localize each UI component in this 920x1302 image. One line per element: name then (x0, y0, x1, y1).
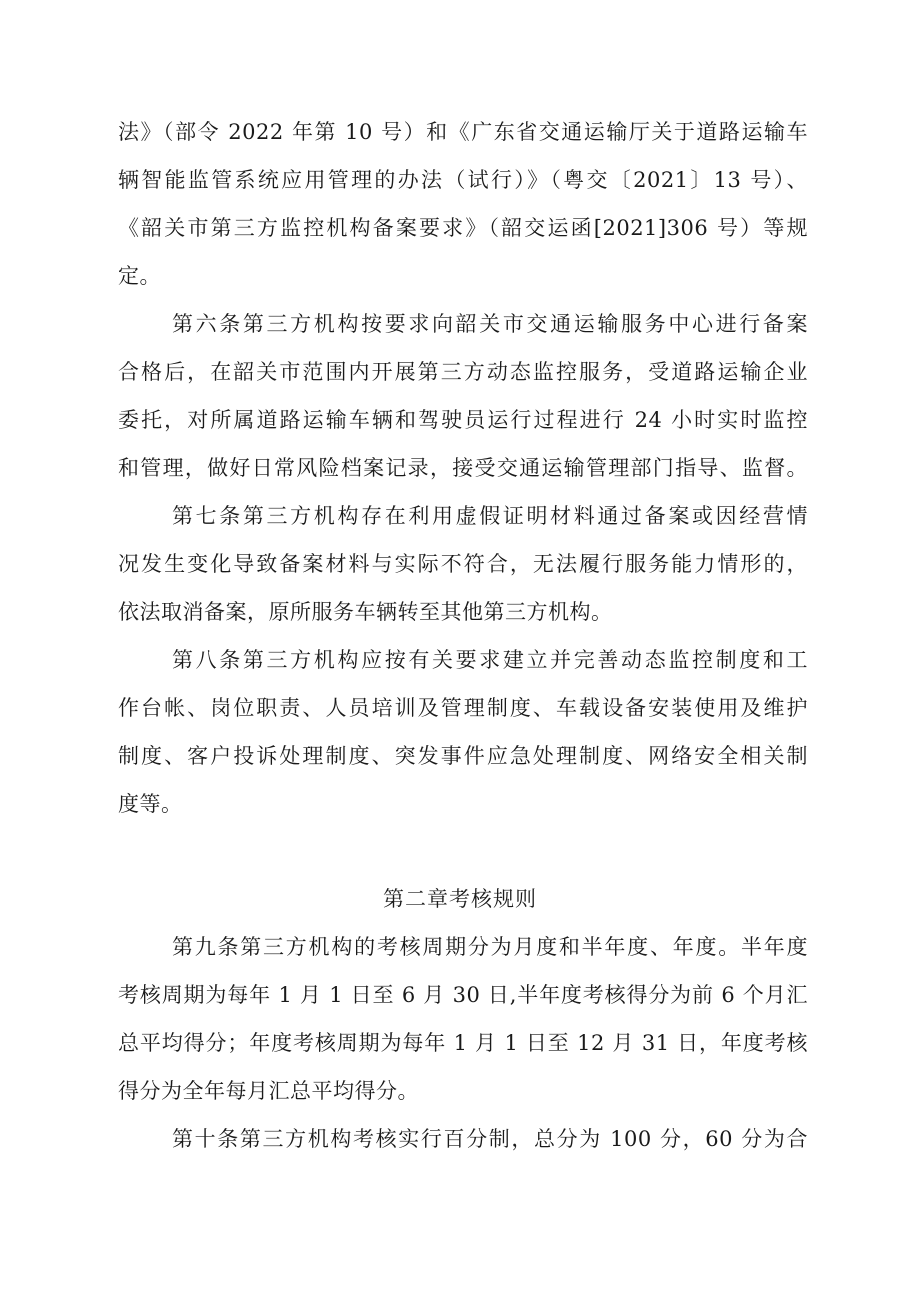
article-8-line: 度等。 (118, 792, 183, 816)
article-8-line: 制度、客户投诉处理制度、突发事件应急处理制度、网络安全相关制 (118, 744, 808, 768)
article-9-line: 得分为全年每月汇总平均得分。 (118, 1079, 419, 1103)
article-8-line: 作台帐、岗位职责、人员培训及管理制度、车载设备安装使用及维护 (118, 696, 808, 720)
article-6-line: 合格后，在韶关市范围内开展第三方动态监控服务，受道路运输企业 (118, 360, 808, 384)
article-6-line: 委托，对所属道路运输车辆和驾驶员运行过程进行 24 小时实时监控 (118, 408, 808, 432)
article-9-line: 总平均得分；年度考核周期为每年 1 月 1 日至 12 月 31 日，年度考核 (118, 1031, 808, 1055)
text-line: 《韶关市第三方监控机构备案要求》（韶交运函[2021]306 号）等规 (118, 216, 808, 240)
chapter-heading: 第二章考核规则 (383, 887, 537, 911)
article-6-line: 和管理，做好日常风险档案记录，接受交通运输管理部门指导、监督。 (118, 456, 808, 480)
article-7-line: 第七条第三方机构存在利用虚假证明材料通过备案或因经营情 (172, 504, 808, 528)
text-line: 法》（部令 2022 年第 10 号）和《广东省交通运输厅关于道路运输车 (118, 120, 808, 144)
article-9-line: 第九条第三方机构的考核周期分为月度和半年度、年度。半年度 (172, 935, 808, 959)
text-line: 辆智能监管系统应用管理的办法（试行）》（粤交〔2021〕13 号）、 (118, 168, 808, 192)
article-6-line: 第六条第三方机构按要求向韶关市交通运输服务中心进行备案 (172, 312, 808, 336)
article-7-line: 况发生变化导致备案材料与实际不符合，无法履行服务能力情形的， (118, 552, 808, 576)
article-9-line: 考核周期为每年 1 月 1 日至 6 月 30 日,半年度考核得分为前 6 个月汇 (118, 983, 808, 1007)
text-line: 定。 (118, 264, 161, 288)
article-10-line: 第十条第三方机构考核实行百分制，总分为 100 分，60 分为合 (172, 1127, 808, 1151)
article-8-line: 第八条第三方机构应按有关要求建立并完善动态监控制度和工 (172, 648, 808, 672)
article-7-line: 依法取消备案，原所服务车辆转至其他第三方机构。 (118, 600, 613, 624)
